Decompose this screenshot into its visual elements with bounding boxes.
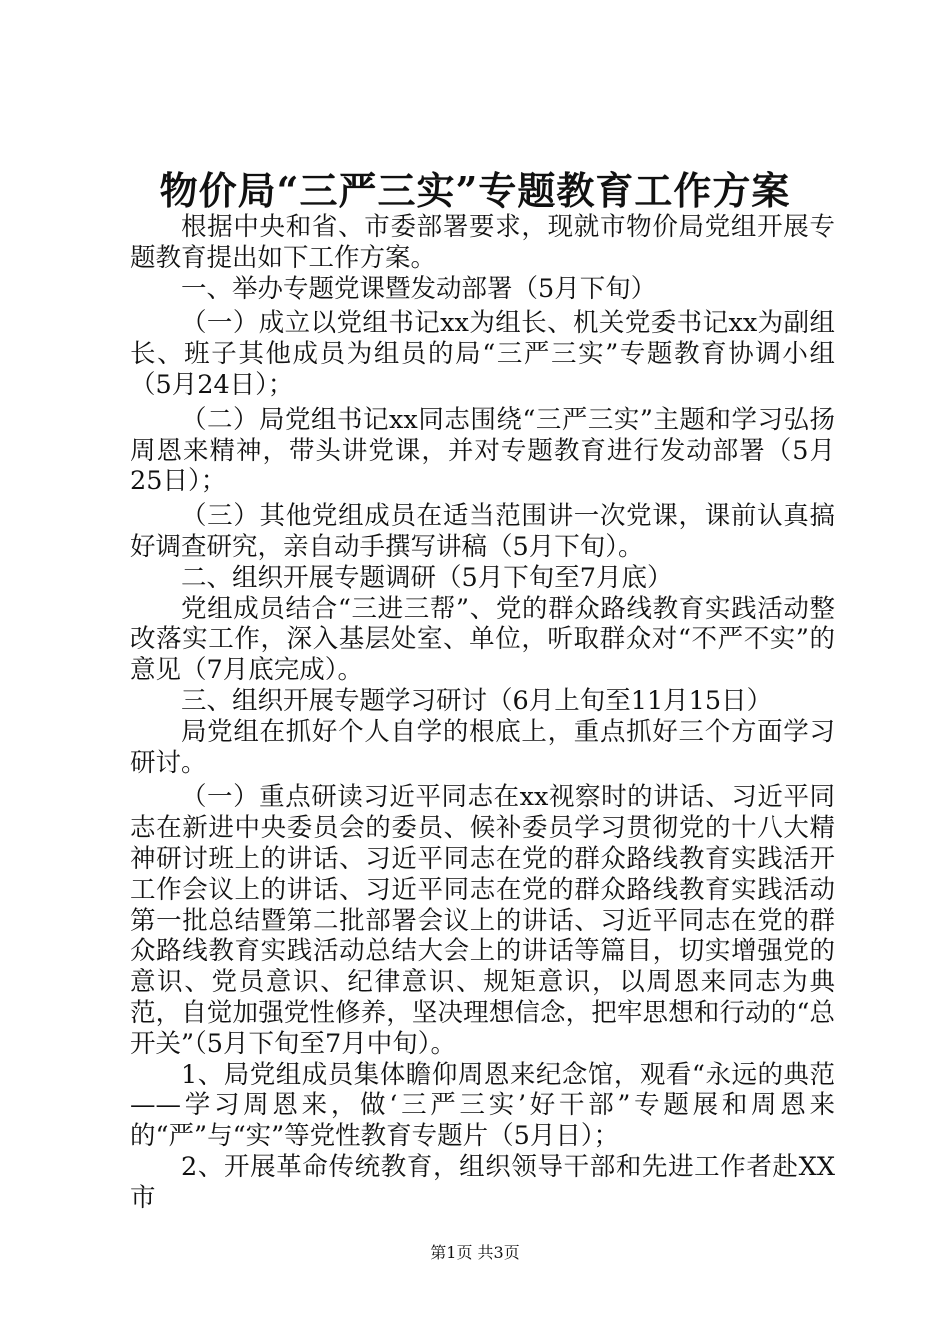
paragraph: 1、局党组成员集体瞻仰周恩来纪念馆，观看“永远的典范——学习周恩来，做‘三严三实’好干部”专题展和周恩来的“严”与“实”等党性教育专题片（5月日）； <box>130 1059 835 1152</box>
paragraph: 局党组在抓好个人自学的根底上，重点抓好三个方面学习研讨。 <box>130 716 835 778</box>
section-heading: 一、举办专题党课暨发动部署（5月下旬） <box>181 273 657 304</box>
paragraph: 根据中央和省、市委部署要求，现就市物价局党组开展专题教育提出如下工作方案。 <box>130 212 835 273</box>
document-title: 物价局“三严三实”专题教育工作方案 <box>159 168 791 213</box>
paragraph: 党组成员结合“三进三帮”、党的群众路线教育实践活动整改落实工作，深入基层处室、单位，听取群众对“不严不实”的意见（7月底完成）。 <box>130 593 835 686</box>
paragraph: （一）成立以党组书记xx为组长、机关党委书记xx为副组长、班子其他成员为组员的局“三严三实”专题教育协调小组（5月24日）； <box>130 308 835 400</box>
paragraph: （二）局党组书记xx同志围绕“三严三实”主题和学习弘扬周恩来精神，带头讲党课，并对专题教育进行发动部署（5月25日）； <box>130 404 835 497</box>
paragraph: 2、开展革命传统教育，组织领导干部和先进工作者赴XX市 <box>130 1151 835 1213</box>
document-body <box>130 212 835 1214</box>
page-number-footer: 第1页 共3页 <box>430 1243 520 1262</box>
paragraph: （三）其他党组成员在适当范围讲一次党课，课前认真搞好调查研究，亲自动手撰写讲稿（5月下旬）。 <box>130 501 835 562</box>
section-heading: 三、组织开展专题学习研讨（6月上旬至11月15日） <box>181 685 773 716</box>
paragraph: （一）重点研读习近平同志在xx视察时的讲话、习近平同志在新进中央委员会的委员、候补委员学习贯彻党的十八大精神研讨班上的讲话、习近平同志在党的群众路线教育实践活开工作会议上的讲话、习近平同志在党的群众路线教育实践活动第一批总结暨第二批部署会议上的讲话、习近平同志在党的群众路线教育实践活动总结大会上的讲话等篇目，切实增强党的意识、党员意识、纪律意识、规矩意识，以周恩来同志为典范，自觉加强党性修养，坚决理想信念，把牢思想和行动的“总开关”（5月下旬至7月中旬）。 <box>130 782 835 1059</box>
section-heading: 二、组织开展专题调研（5月下旬至7月底） <box>181 562 673 593</box>
